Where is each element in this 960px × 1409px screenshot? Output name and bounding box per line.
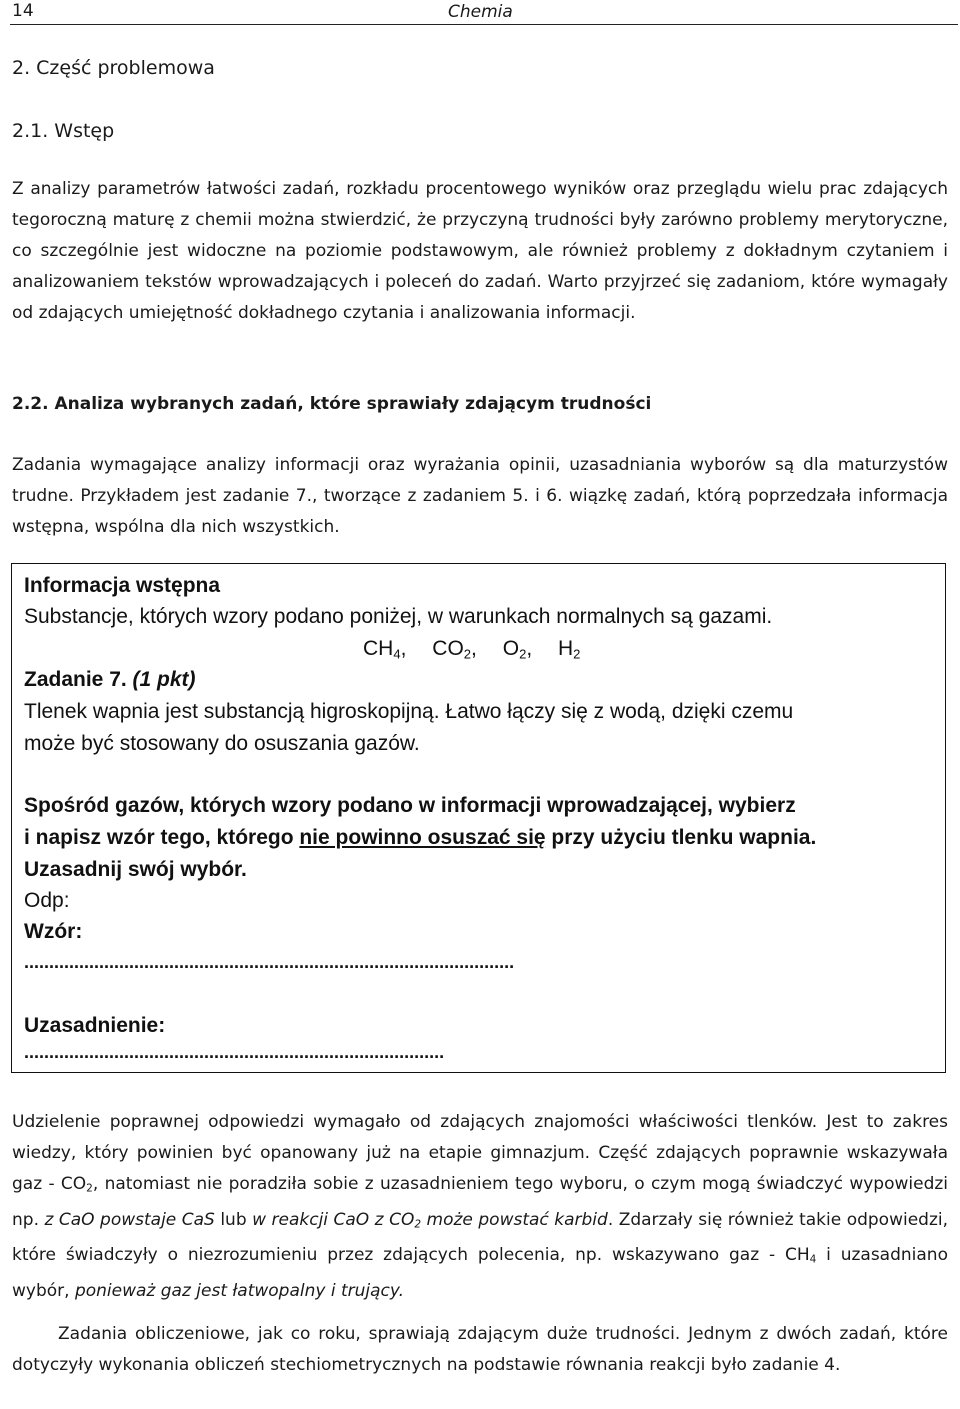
instruction-line-1: Spośród gazów, których wzory podano w informacji wprowadzającej, wybierz	[24, 794, 796, 817]
header-subject: Chemia	[448, 2, 513, 22]
analysis-paragraph: Zadania wymagające analizy informacji oraz wyrażania opinii, uzasadniania wyborów są dla maturzystów trudne. Przykładem jest zadanie 7., tworzące z zadaniem 5. i 6. wiązkę zadań, którą poprzedzała informacja wstępna, wspólna dla nich wszystkich.	[12, 455, 948, 537]
task-points: (1 pkt)	[132, 668, 196, 691]
page-number: 14	[12, 1, 34, 21]
gas-formulas	[363, 637, 580, 661]
underlined-phrase: nie powinno osuszać się	[299, 826, 546, 849]
formula-ch4: $CH_4$,	[363, 637, 407, 662]
formula-answer-line: ..................................................................................................	[24, 952, 515, 972]
justification-answer-line: ....................................................................................	[24, 1042, 445, 1062]
instruction-line-2: i napisz wzór tego, którego nie powinno osuszać się przy użyciu tlenku wapnia.	[24, 826, 817, 849]
justification-label: Uzasadnienie:	[24, 1014, 166, 1037]
subsection-title-analysis: 2.2. Analiza wybranych zadań, które sprawiały zdającym trudności	[12, 394, 652, 414]
discussion-paragraph-1: Udzielenie poprawnej odpowiedzi wymagało od zdających znajomości właściwości tlenków. Jest to zakres wiedzy, który powinien być opanowany już na etapie gimnazjum. Część zdających poprawnie wskazywała gaz - $CO_2$, natomiast nie poradziła sobie z uzasadnieniem tego wyboru, o czym mogą świadczyć wypowiedzi np. z CaO powstaje CaS lub w reakcji CaO z $CO_2$ może powstać karbid. Zdarzały się również takie odpowiedzi, które świadczyły o niezrozumieniu przez zdających polecenia, np. wskazywano gaz - $CH_4$ i uzasadniano wybór, ponieważ gaz jest łatwopalny i trujący.	[12, 1112, 949, 1301]
formula-label: Wzór:	[24, 920, 83, 943]
task-text-line-1: Tlenek wapnia jest substancją higroskopijną. Łatwo łączy się z wodą, dzięki czemu	[24, 700, 794, 723]
task-text-line-2: może być stosowany do osuszania gazów.	[24, 732, 420, 755]
answer-label: Odp:	[24, 889, 70, 912]
discussion-paragraph-2: Zadania obliczeniowe, jak co roku, sprawiają zdającym duże trudności. Jednym z dwóch zadań, które dotyczyły wykonania obliczeń stechiometrycznych na podstawie równania reakcji było zadanie 4.	[12, 1324, 948, 1375]
intro-paragraph: Z analizy parametrów łatwości zadań, rozkładu procentowego wyników oraz przeglądu wielu prac zdających tegoroczną maturę z chemii można stwierdzić, że przyczyną trudności były zarówno problemy merytoryczne, co szczególnie jest widoczne na poziomie podstawowym, ale również problemy z dokładnym czytaniem i analizowaniem tekstów wprowadzających i poleceń do zadań. Warto przyjrzeć się zadaniom, które wymagały od zdających umiejętność dokładnego czytania i analizowania informacji.	[12, 179, 948, 323]
task-title: Zadanie 7.	[24, 668, 127, 691]
instruction-line-3: Uzasadnij swój wybór.	[24, 858, 247, 881]
info-heading: Informacja wstępna	[24, 574, 221, 597]
formula-co2: $CO_2$,	[432, 637, 477, 662]
formula-h2: $H_2$	[558, 637, 581, 662]
subsection-title-intro: 2.1. Wstęp	[12, 120, 115, 142]
section-title: 2. Część problemowa	[12, 57, 215, 79]
task-heading	[24, 668, 196, 692]
info-text: Substancje, których wzory podano poniżej, w warunkach normalnych są gazami.	[24, 605, 773, 628]
formula-o2: $O_2$,	[502, 637, 533, 662]
task-box	[11, 563, 946, 1073]
header-rule	[10, 24, 958, 25]
